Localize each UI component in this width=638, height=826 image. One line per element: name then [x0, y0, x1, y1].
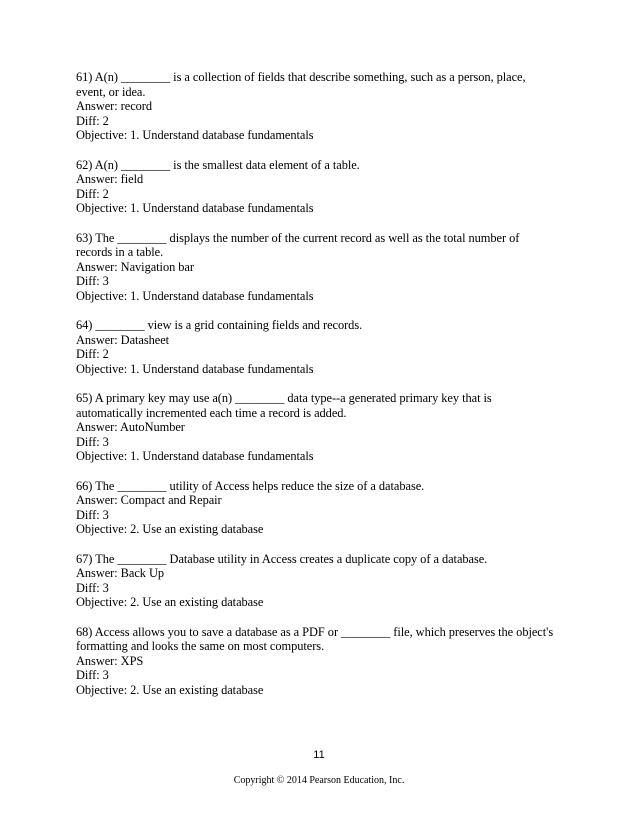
question-item [76, 552, 556, 610]
question-difficulty: Diff: 2 [76, 347, 109, 362]
question-item [76, 625, 556, 698]
question-prompt: 61) A(n) ________ is a collection of fields that describe something, such as a person, place, event, or idea. [76, 70, 526, 99]
question-item [76, 158, 556, 216]
page-number: 11 [313, 749, 325, 761]
question-answer: Answer: record [76, 99, 153, 114]
question-item [76, 70, 556, 143]
question-prompt: 66) The ________ utility of Access helps reduce the size of a database. [76, 478, 425, 493]
question-prompt: 63) The ________ displays the number of the current record as well as the total number of records in a table. [76, 230, 520, 260]
question-objective: Objective: 1. Understand database fundamentals [76, 128, 314, 143]
question-prompt: 67) The ________ Database utility in Access creates a duplicate copy of a database. [76, 551, 488, 566]
question-answer: Answer: Back Up [76, 566, 165, 581]
question-answer: Answer: Navigation bar [76, 259, 194, 274]
question-objective: Objective: 1. Understand database fundamentals [76, 288, 314, 303]
question-answer: Answer: Compact and Repair [76, 493, 222, 508]
question-difficulty: Diff: 2 [76, 113, 109, 128]
question-answer: Answer: AutoNumber [76, 420, 185, 435]
question-prompt: 62) A(n) ________ is the smallest data element of a table. [76, 157, 360, 172]
question-list [76, 70, 556, 712]
question-difficulty: Diff: 3 [76, 668, 109, 683]
question-item [76, 231, 556, 304]
question-difficulty: Diff: 3 [76, 434, 109, 449]
question-objective: Objective: 2. Use an existing database [76, 522, 264, 537]
question-objective: Objective: 2. Use an existing database [76, 595, 264, 610]
question-objective: Objective: 2. Use an existing database [76, 682, 264, 697]
copyright-notice: Copyright © 2014 Pearson Education, Inc. [233, 775, 405, 786]
question-item [76, 318, 556, 376]
question-objective: Objective: 1. Understand database fundamentals [76, 201, 314, 216]
question-answer: Answer: field [76, 172, 144, 187]
question-prompt: 68) Access allows you to save a database as a PDF or ________ file, which preserves the object's formatting and looks the same on most computers. [76, 624, 554, 654]
question-difficulty: Diff: 2 [76, 186, 109, 201]
question-answer: Answer: Datasheet [76, 332, 170, 347]
question-objective: Objective: 1. Understand database fundamentals [76, 449, 314, 464]
question-difficulty: Diff: 3 [76, 274, 109, 289]
question-answer: Answer: XPS [76, 653, 144, 668]
question-difficulty: Diff: 3 [76, 507, 109, 522]
question-difficulty: Diff: 3 [76, 580, 109, 595]
question-item [76, 479, 556, 537]
question-prompt: 65) A primary key may use a(n) ________ data type--a generated primary key that is automatically incremented each time a record is added. [76, 391, 492, 420]
question-prompt: 64) ________ view is a grid containing fields and records. [76, 318, 363, 333]
question-objective: Objective: 1. Understand database fundamentals [76, 361, 314, 376]
question-item [76, 391, 556, 464]
